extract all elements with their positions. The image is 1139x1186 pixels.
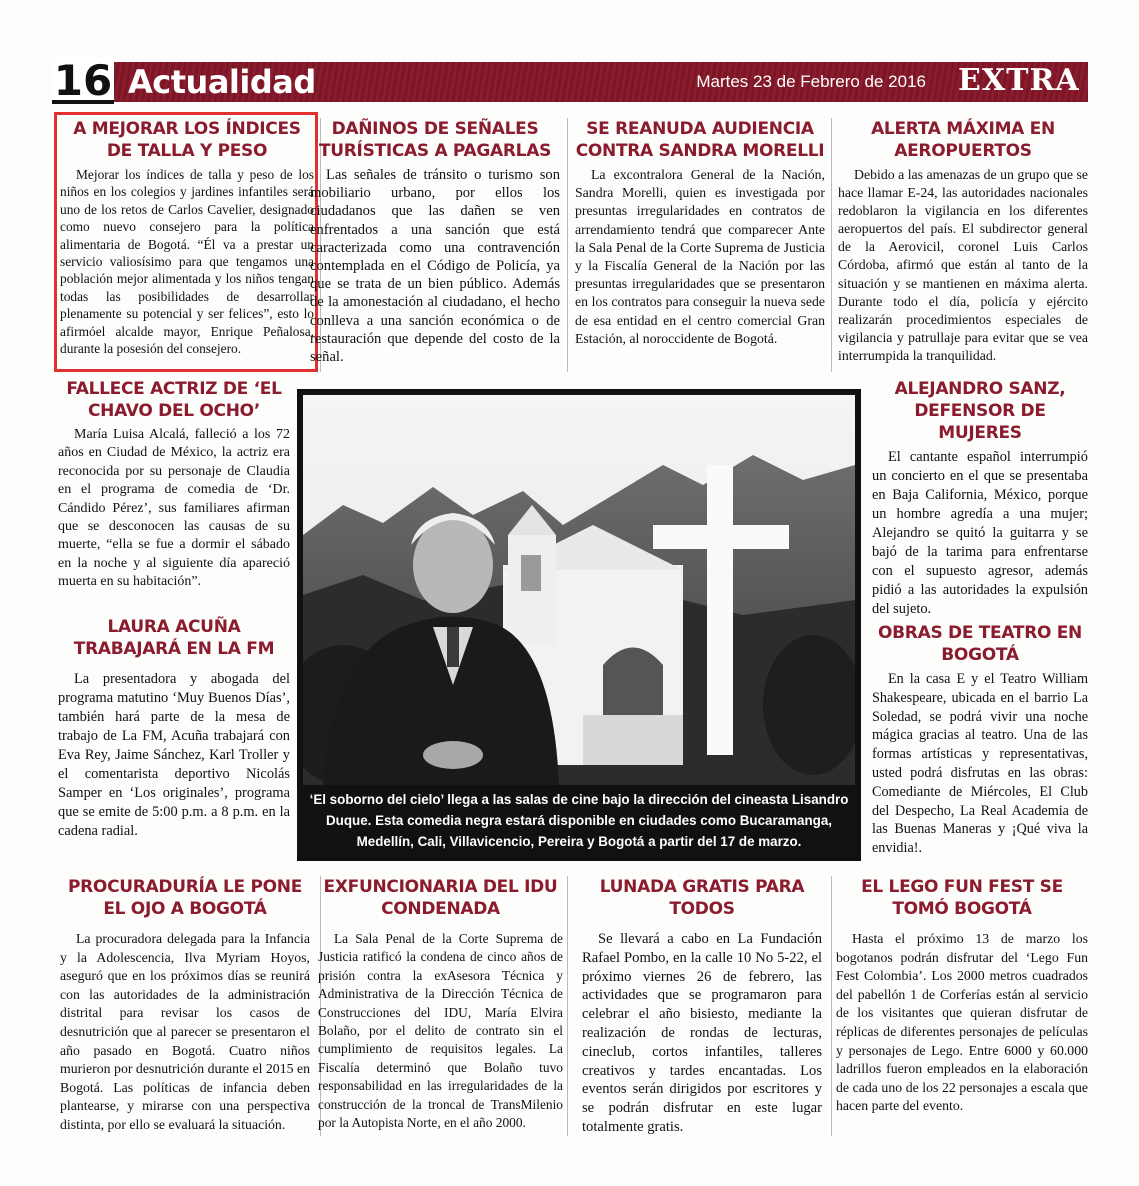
article-headline: PROCURADURÍA LE PONE EL OJO A BOGOTÁ [67, 877, 303, 919]
article-body: Hasta el próximo 13 de marzo los bogotanos podrán disfrutar del ‘Lego Fun Fest Colombia’. Los 2000 metros cuadrados del pabellón 1 de Corferías están al servicio de los visitantes que quieran disfrutar de réplicas de diferentes personajes de películas y personajes de Lego. Entre 6000 y 60.000 ladrillos fueron empleados en la elaboración de cada uno de los 22 personajes a escala que hacen parte del evento. [836, 931, 1088, 1114]
article-body: La procuradora delegada para la Infancia y la Adolescencia, Ilva Myriam Hoyos, aseguró que en los próximos días se reunirá con las autoridades de la administración distrital para revisar los casos de desnutrición que al parecer se presentaron el año pasado en Bogotá. Cuatro niños murieron por desnutrición durante el 2015 en Bogotá. Las políticas de infancia deben plantearse, y mirarse con una perspectiva distinta, por ello se evaluará la situación. [60, 931, 310, 1132]
extra-logo [958, 64, 1078, 100]
column-rule [567, 118, 568, 372]
church-photo [303, 395, 855, 785]
article-chavo [58, 378, 290, 592]
article-body: Mejorar los índices de talla y peso de los niños en los colegios y jardines infantiles será uno de los retos de Carlos Cavelier, designado como nuevo consejero para la política alimentaria de Bogotá. “Él va a prestar un servicio valiosísimo para que tengamos una población mejor alimentada y los niños tengan todas las posibilidades de desarrollar plenamente su potencial y ser felices”, esto lo afirmóel alcalde mayor, Enrique Peñalosa, durante la posesión del consejero. [60, 167, 314, 357]
article-morelli [575, 118, 825, 348]
article-sanz [872, 378, 1088, 619]
article-lunada [582, 876, 822, 1137]
article-headline: LAURA ACUÑA TRABAJARÁ EN LA FM [73, 617, 275, 659]
article-headline: EL LEGO FUN FEST SE TOMÓ BOGOTÁ [861, 877, 1063, 919]
article-headline: ALEJANDRO SANZ, DEFENSOR DE MUJERES [894, 379, 1066, 443]
article-body: María Luisa Alcalá, falleció a los 72 años en Ciudad de México, la actriz era reconocida por su personaje de Claudia en el programa de comedia de ‘Dr. Cándido Pérez’, sus familiares afirman que se desconocen las causas de su muerte, “ella se fue a dormir el sábado en la noche y al siguiente día apareció muerta en su habitación”. [58, 427, 290, 590]
page-header [52, 58, 1088, 104]
highlight-box [54, 112, 318, 372]
article-headline: EXFUNCIONARIA DEL IDU CONDENADA [323, 877, 558, 919]
section-title: Actualidad [128, 63, 316, 101]
publication-date: Martes 23 de Febrero de 2016 [696, 72, 926, 91]
page-number: 16 [53, 56, 113, 105]
article-headline: ALERTA MÁXIMA EN AEROPUERTOS [871, 119, 1055, 161]
article-senales [310, 118, 560, 366]
article-teatro [872, 622, 1088, 858]
article-body: La excontralora General de la Nación, Sandra Morelli, quien es investigada por presuntas irregularidades en contratos de arrendamiento tendrá que comparecer Ante la Sala Penal de la Corte Suprema de Justicia y la Fiscalía General de la Nación por las presuntas irregularidades que se presentaron en los contratos para conseguir la nueva sede de esa entidad en el centro comercial Gran Estación, al noroccidente de Bogotá. [575, 167, 825, 346]
article-body: Debido a las amenazas de un grupo que se hace llamar E-24, las autoridades nacionales redoblaron la vigilancia en los diferentes aeropuertos del país. El subdirector general de la Aerovicil, coronel Luis Carlos Córdoba, afirmó que están al tanto de la situación y se mantienen en máxima alerta. Durante todo el día, policía y ejército realizarán procedimientos especiales de vigilancia y patrullaje para evitar que se vea interrumpida la tranquilidad. [838, 167, 1088, 363]
article-body: Las señales de tránsito o turismo son mobiliario urbano, por ellos los ciudadanos que las dañen se ven enfrentados a una sanción que está caracterizada como una contravención contemplada en el Código de Policía, ya que se trata de un bien público. Además de la amonestación al ciudadano, el hecho conlleva a una sanción económica o de restauración que depende del costo de la señal. [310, 167, 560, 366]
article-body: La Sala Penal de la Corte Suprema de Justicia ratificó la condena de cinco años de prisión contra la exAsesora Técnica y Administrativa de la Dirección Técnica de Construcciones del IDU, María Elvira Bolaño, por el delito de contrato sin el cumplimiento de requisitos legales. La Fiscalía determinó que Bolaño tuvo responsabilidad en las irregularidades de la construcción de la troncal de TransMilenio por la Autopista Norte, en el año 2000. [318, 931, 563, 1131]
article-acuna [58, 616, 290, 841]
article-lego [836, 876, 1088, 1116]
article-headline: LUNADA GRATIS PARA TODOS [599, 877, 805, 919]
feature-photo [297, 389, 861, 861]
article-body: Se llevará a cabo en La Fundación Rafael Pombo, en la calle 10 No 5-22, el próximo viernes 26 de febrero, las actividades que se programaron para celebrar el año bisiesto, mediante la realización de rondas de lecturas, cineclub, cortos infantiles, talleres creativos y tardes encantadas. Los eventos serán dirigidos por escritores y se podrán disfrutar en este lugar totalmente gratis. [582, 931, 822, 1135]
article-idu [318, 876, 563, 1132]
article-alerta [838, 118, 1088, 365]
logo-text: EXTRA [958, 63, 1080, 98]
article-body: El cantante español interrumpió un concierto en el que se presentaba en Baja California, México, porque un hombre agredía a una mujer; Alejandro se quitó la guitarra y se bajó de la tarima para enfrentarse con el supuesto agresor, además pidió a las autoridades la expulsión del sujeto. [872, 449, 1088, 617]
article-body: La presentadora y abogada del programa matutino ‘Muy Buenos Días’, también hará parte de la mesa de trabajo de La FM, Acuña trabajará con Eva Rey, Jaime Sánchez, Karl Troller y el comentarista deportivo Nicolás Samper en ‘Los originales’, programa que se emite de 5:00 p.m. a 8 p.m. en la cadena radial. [58, 671, 290, 839]
article-headline: OBRAS DE TEATRO EN BOGOTÁ [877, 623, 1082, 665]
column-rule [567, 876, 568, 1136]
article-body: En la casa E y el Teatro William Shakespeare, ubicada en el barrio La Soledad, se podrá vivir una noche mágica gracias al teatro. Una de las formas artísticas y representativas, usted podrá disfrutas en las obras: Comediante de Miércoles, El Club del Despecho, La Real Academia de las Buenas Maneras y ¡Qué viva la envidia!. [872, 671, 1088, 857]
column-rule [831, 118, 832, 372]
article-headline: FALLECE ACTRIZ DE ‘EL CHAVO DEL OCHO’ [66, 379, 282, 421]
article-headline: DAÑINOS DE SEÑALES TURÍSTICAS A PAGARLAS [318, 119, 552, 161]
article-headline: SE REANUDA AUDIENCIA CONTRA SANDRA MORELLI [575, 119, 825, 161]
column-rule [831, 876, 832, 1136]
article-headline: A MEJORAR LOS ÍNDICES DE TALLA Y PESO [73, 119, 301, 161]
article-procuraduria [60, 876, 310, 1135]
photo-caption: ‘El soborno del cielo’ llega a las salas de cine bajo la dirección del cineasta Lisandro Duque. Esta comedia negra estará disponible en ciudades como Bucaramanga, Medellín, Cali, Villavicencio, Pereira y Bogotá a partir del 17 de marzo. [309, 792, 849, 849]
